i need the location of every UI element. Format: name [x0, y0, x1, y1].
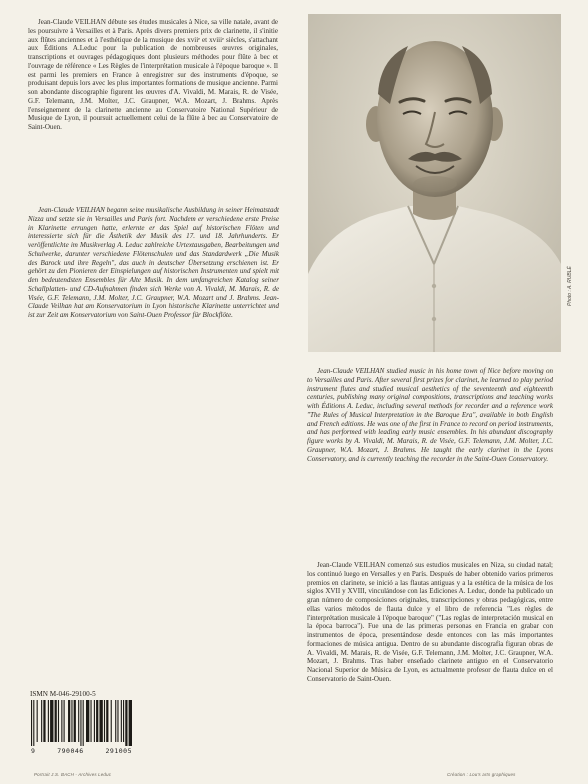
- barcode-digits: [31, 747, 132, 755]
- barcode-bar: [37, 700, 38, 742]
- footer-portrait-credit: Portrait J.S. BACH - Archives Leduc: [34, 772, 112, 777]
- barcode-bar: [96, 700, 98, 742]
- barcode-bar: [117, 700, 118, 742]
- photo-credit: Photo : A. RUBLÉ: [567, 266, 573, 306]
- barcode-bar: [123, 700, 124, 742]
- barcode: [31, 700, 132, 756]
- barcode-bar: [121, 700, 122, 742]
- barcode-bar: [50, 700, 53, 742]
- barcode-bars: [31, 700, 132, 746]
- barcode-bar: [31, 700, 32, 746]
- barcode-bar: [41, 700, 42, 742]
- barcode-bar: [61, 700, 62, 742]
- barcode-bar: [33, 700, 34, 746]
- barcode-bar: [71, 700, 72, 742]
- barcode-bar: [129, 700, 132, 746]
- barcode-bar: [104, 700, 105, 742]
- barcode-bar: [111, 700, 112, 742]
- barcode-bar: [106, 700, 108, 742]
- bio-english: [307, 367, 553, 463]
- barcode-bar: [99, 700, 102, 742]
- bio-german-text: Jean-Claude VEILHAN begann seine musikalische Ausbildung in seiner Heimatstadt Nizza und setzte sie in Versailles und Paris fort. Nachdem er verschiedene erste Preise in Klarinette errungen hatte, erlernte er das Spiel auf historischen Flöten und interessierte sich für die Ästhetik der Musik des 17. und 18. Jahrhunderts. Er veröffentlichte im Musikverlag A. Leduc zahlreiche Urtextausgaben, Bearbeitungen und Schulwerke, darunter verschiedene Flötenschulen und das Standardwerk „Die Musik des Barock und ihre Regeln", das auch in deutscher Übersetzung erschienen ist. Er gehört zu den Pionieren der Einspielungen auf historischen Instrumenten und spielt mit den bedeutendsten Ensembles für Alte Musik. In dem umfangreichen Katalog seiner Schallplatten- und CD-Aufnahmen finden sich Werke von A. Vivaldi, M. Marais, R. de Visée, G.F. Telemann, J.M. Molter, J.C. Graupner, W.A. Mozart und J. Brahms. Jean-Claude Veilhan hat am Konservatorium in Lyon historische Klarinette unterrichtet und ist zur Zeit am Konservatorium von Saint-Ouen Professor für Blockflöte.: [28, 206, 279, 319]
- barcode-bar: [58, 700, 59, 742]
- portrait-photo: [308, 14, 561, 352]
- barcode-bar: [80, 700, 81, 746]
- barcode-bar: [115, 700, 116, 742]
- bio-german: [28, 206, 279, 320]
- ismn-number: ISMN M-046-29100-5: [30, 690, 96, 698]
- barcode-bar: [125, 700, 127, 746]
- barcode-digit-group-left: 790046: [57, 747, 84, 755]
- barcode-bar: [78, 700, 79, 742]
- barcode-digit-lead: 9: [31, 747, 36, 755]
- barcode-bar: [55, 700, 57, 742]
- barcode-bar: [94, 700, 95, 742]
- barcode-bar: [90, 700, 91, 742]
- barcode-bar: [83, 700, 84, 746]
- barcode-bar: [86, 700, 89, 742]
- barcode-digit-group-right: 291005: [105, 747, 132, 755]
- bio-french-text: Jean-Claude VEILHAN débute ses études musicales à Nice, sa ville natale, avant de les poursuivre à Versailles et à Paris. Après divers premiers prix de clarinette, il s'initie aux flûtes anciennes et à l'esthétique de la musique des xviiᵉ et xviiiᵉ siècles, s'attachant aux Éditions A.Leduc pour la publication de nombreuses œuvres originales, transcriptions et ouvrages pédagogiques dont plusieurs méthodes pour flûte à bec et l'ouvrage de référence « Les Règles de l'interprétation musicale à l'époque baroque ». Il est parmi les premiers en France à enregistrer sur des instruments d'époque, se produisant depuis lors avec les plus importantes formations de musique ancienne. Parmi son abondante discographie figurent les œuvres d'A. Vivaldi, M. Marais, R. de Visée, G.F. Telemann, J.M. Molter, J.C. Graupner, W.A. Mozart, J. Brahms. Après l'enseignement de la clarinette ancienne au Conservatoire National Supérieur de Musique de Lyon, il poursuit actuellement celui de la flûte à bec au Conservatoire de Saint-Ouen.: [28, 18, 278, 131]
- bio-spanish-text: Jean-Claude VEILHAN comenzó sus estudios musicales en Niza, su ciudad natal; los continuó luego en Versalles y en París. Después de haber obtenido varios primeros premios en clarinete, se inició a las flautas antiguas y a la estética de la música de los siglos XVII y XVIII, vinculándose con las Ediciones A. Leduc, donde ha publicado un gran número de composiciones originales, transcripciones y obras pedagógicas, entre ellas varios métodos de flauta dulce y el libro de referencia "Les règles de l'interprétation musicale à l'époque baroque" ("Las reglas de interpretación musical en la época barroca"). Fue una de las primeras personas en Francia en grabar con instrumentos de época, presentándose desde entonces con las más importantes formaciones de música antigua. Dentro de su abundante discografía figuran obras de A. Vivaldi, M. Marais, R. de Visée, G.F. Telemann, J.M. Molter, J.C. Graupner, W.A. Mozart, J. Brahms. Tras haber enseñado clarinete antiguo en el Conservatorio Nacional Superior de Música de Lyon, es actualmente profesor de flauta dulce en el Conservatorio de Saint-Ouen.: [307, 561, 553, 683]
- footer-design-credit: Création : Lou's arts graphiques: [447, 772, 516, 777]
- barcode-bar: [74, 700, 76, 742]
- barcode-bar: [64, 700, 65, 742]
- bio-english-text: Jean-Claude VEILHAN studied music in his home town of Nice before moving on to Versailles and Paris. After several first prizes for clarinet, he learned to play period instrument flutes and studied musical aesthetics of the seventeenth and eighteenth centuries, publishing many original compositions, transcriptions and teaching works with Éditions A. Leduc, including several methods for recorder and a reference work "The Rules of Musical Interpretation in the Baroque Era", available in both English and French editions. He was one of the first in France to record on period instruments, and has performed with leading early music ensembles. In his abundant discography figure works by A. Vivaldi, M. Marais, R. de Visée, G.F. Telemann, J.M. Molter, J.C. Graupner, W.A. Mozart, J. Brahms. He taught the early clarinet in the Lyons Conservatory, and is currently teaching the recorder in the Saint-Ouen Conservatory.: [307, 367, 553, 463]
- bio-spanish: [307, 561, 553, 684]
- barcode-bar: [48, 700, 49, 742]
- portrait-illustration: [308, 14, 561, 352]
- bio-french: [28, 18, 278, 132]
- barcode-bar: [43, 700, 45, 742]
- barcode-bar: [68, 700, 70, 742]
